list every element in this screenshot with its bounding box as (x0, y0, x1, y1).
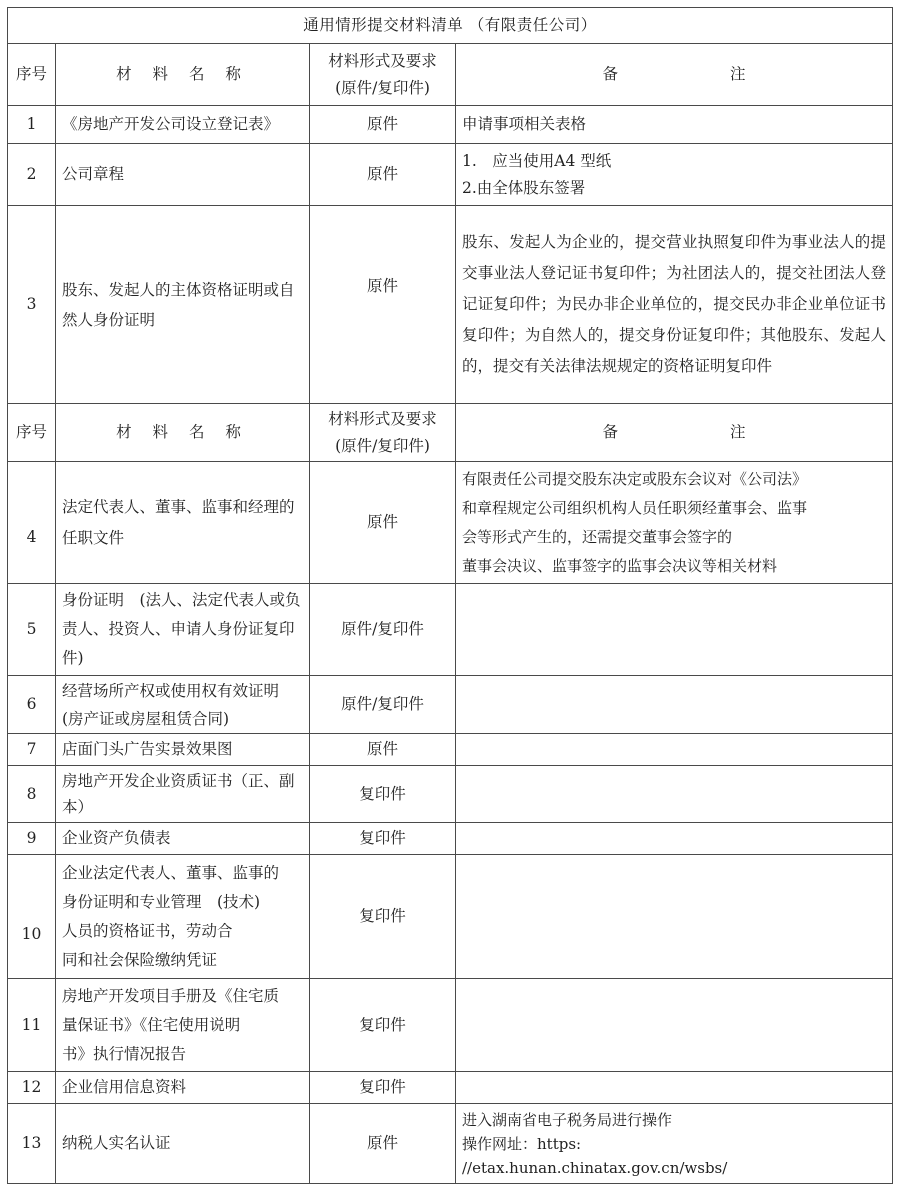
row-name: 法定代表人、董事、监事和经理的任职文件 (56, 462, 310, 584)
row-note (456, 676, 893, 734)
row-name: 店面门头广告实景效果图 (56, 734, 310, 766)
row-note-line: 有限责任公司提交股东决定或股东会议对《公司法》 (462, 469, 808, 488)
header-form (310, 44, 456, 106)
row-name: 企业资产负债表 (56, 823, 310, 855)
row-note (456, 462, 893, 584)
row-seq: 4 (8, 462, 56, 584)
row-name: 身份证明 (法人、法定代表人或负责人、投资人、申请人身份证复印件) (56, 584, 310, 676)
header-row-repeat (8, 404, 893, 462)
header-note-a: 备 (602, 65, 618, 83)
row-name: 房地产开发企业资质证书（正、副本） (56, 766, 310, 823)
row-seq: 7 (8, 734, 56, 766)
row-name-line: 书》执行情况报告 (62, 1044, 187, 1063)
row-seq: 13 (8, 1104, 56, 1184)
row-note-line: 操作网址：https: (462, 1134, 582, 1153)
row-form: 复印件 (310, 823, 456, 855)
header-note-b: 注 (730, 423, 746, 441)
row-name: 经营场所产权或使用权有效证明 (房产证或房屋租赁合同) (56, 676, 310, 734)
header-form-line1: 材料形式及要求 (328, 51, 437, 70)
row-form: 原件/复印件 (310, 584, 456, 676)
row-seq: 12 (8, 1072, 56, 1104)
table-row (8, 1072, 893, 1104)
row-name-line: 人员的资格证书，劳动合 (62, 921, 233, 940)
row-form: 原件 (310, 206, 456, 404)
row-note (456, 979, 893, 1072)
row-form: 原件 (310, 144, 456, 206)
header-row (8, 44, 893, 106)
document-title: 通用情形提交材料清单 （有限责任公司） (8, 8, 893, 44)
table-row (8, 206, 893, 404)
table-row (8, 734, 893, 766)
row-form: 原件 (310, 1104, 456, 1184)
row-note (456, 1072, 893, 1104)
row-note-line: 1. 应当使用A4 型纸 (462, 151, 612, 170)
table-row (8, 1104, 893, 1184)
row-note (456, 144, 893, 206)
row-seq: 8 (8, 766, 56, 823)
row-note-line: 董事会决议、监事签字的监事会决议等相关材料 (462, 556, 778, 575)
row-name: 企业信用信息资料 (56, 1072, 310, 1104)
header-note-b: 注 (730, 65, 746, 83)
row-name: 公司章程 (56, 144, 310, 206)
table-row (8, 462, 893, 584)
row-note: 股东、发起人为企业的，提交营业执照复印件为事业法人的提交事业法人登记证书复印件；为社团法人的，提交社团法人登记证复印件；为民办非企业单位的，提交民办非企业单位证书复印件；为自然人的，提交身份证复印件；其他股东、发起人的，提交有关法律法规规定的资格证明复印件 (456, 206, 893, 404)
row-form: 复印件 (310, 766, 456, 823)
row-form: 复印件 (310, 979, 456, 1072)
row-note (456, 1104, 893, 1184)
table-row (8, 584, 893, 676)
row-name-line: 房地产开发项目手册及《住宅质 (62, 986, 280, 1005)
tax-bureau-url[interactable]: //etax.hunan.chinatax.gov.cn/wsbs/ (462, 1158, 728, 1177)
table-row (8, 144, 893, 206)
row-seq: 1 (8, 106, 56, 144)
row-name (56, 855, 310, 979)
row-name (56, 979, 310, 1072)
row-note (456, 823, 893, 855)
row-note-line: 2.由全体股东签署 (462, 178, 586, 197)
header-seq: 序号 (8, 44, 56, 106)
header-name: 材 料 名 称 (56, 44, 310, 106)
row-name-line: 企业法定代表人、董事、监事的 (62, 863, 280, 882)
row-note-line: 会等形式产生的，还需提交董事会签字的 (462, 527, 733, 546)
header-form-line1: 材料形式及要求 (328, 409, 437, 428)
header-seq: 序号 (8, 404, 56, 462)
row-form: 原件 (310, 734, 456, 766)
row-name: 纳税人实名认证 (56, 1104, 310, 1184)
row-name-line: 同和社会保险缴纳凭证 (62, 950, 218, 969)
row-form: 复印件 (310, 1072, 456, 1104)
row-seq: 6 (8, 676, 56, 734)
header-name: 材 料 名 称 (56, 404, 310, 462)
row-seq: 2 (8, 144, 56, 206)
header-form-line2: (原件/复印件) (335, 78, 430, 97)
row-name-line: 身份证明和专业管理 (技术) (62, 892, 261, 911)
row-note-line: 和章程规定公司组织机构人员任职须经董事会、监事 (462, 498, 808, 517)
row-form: 原件 (310, 462, 456, 584)
row-seq: 11 (8, 979, 56, 1072)
row-seq: 3 (8, 206, 56, 404)
table-row (8, 979, 893, 1072)
row-note-line: 进入湖南省电子税务局进行操作 (462, 1110, 673, 1129)
materials-table (7, 7, 893, 1184)
row-seq: 10 (8, 855, 56, 979)
row-name-line: 量保证书》《住宅使用说明 (62, 1015, 241, 1034)
table-row (8, 106, 893, 144)
header-note (456, 404, 893, 462)
row-form: 原件 (310, 106, 456, 144)
row-note (456, 734, 893, 766)
header-form-line2: (原件/复印件) (335, 436, 430, 455)
row-note: 申请事项相关表格 (456, 106, 893, 144)
row-form: 复印件 (310, 855, 456, 979)
row-note (456, 855, 893, 979)
table-row (8, 855, 893, 979)
row-seq: 5 (8, 584, 56, 676)
header-note-a: 备 (602, 423, 618, 441)
row-seq: 9 (8, 823, 56, 855)
row-name: 《房地产开发公司设立登记表》 (56, 106, 310, 144)
row-form: 原件/复印件 (310, 676, 456, 734)
header-note (456, 44, 893, 106)
table-row (8, 823, 893, 855)
table-row (8, 676, 893, 734)
table-row (8, 766, 893, 823)
header-form (310, 404, 456, 462)
row-note (456, 584, 893, 676)
row-note (456, 766, 893, 823)
table-title-row (8, 8, 893, 44)
row-name: 股东、发起人的主体资格证明或自然人身份证明 (56, 206, 310, 404)
